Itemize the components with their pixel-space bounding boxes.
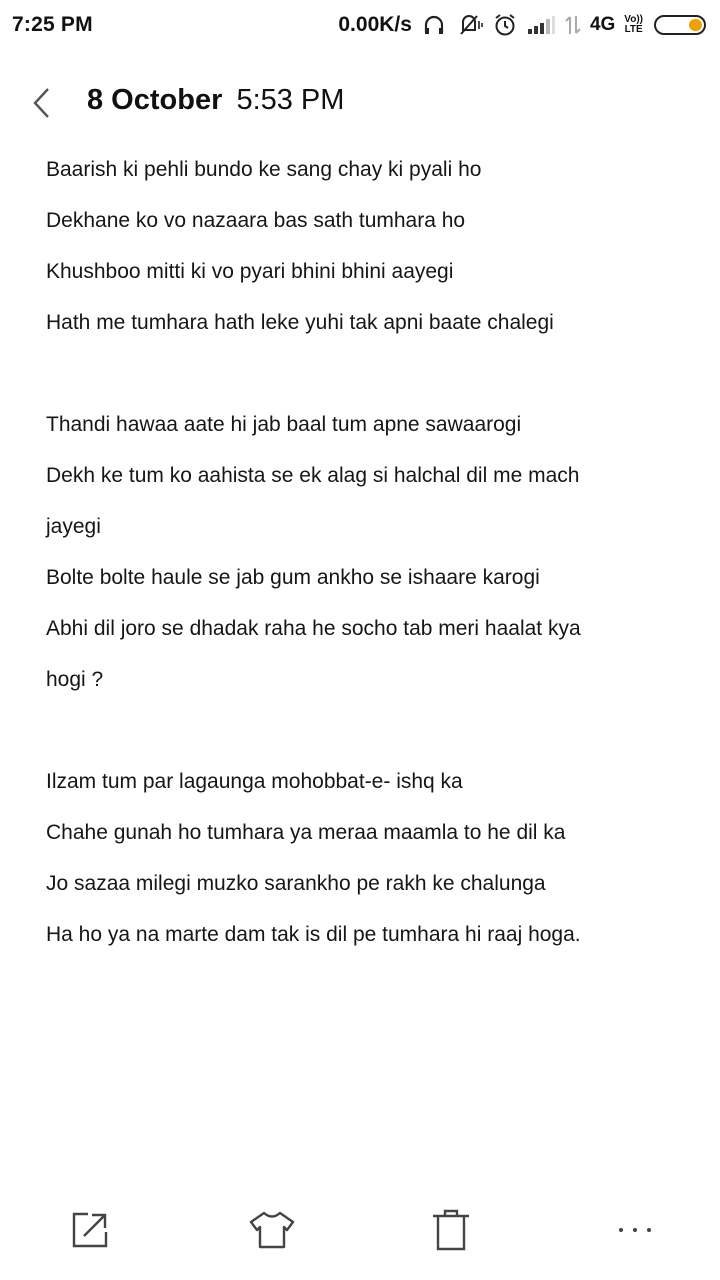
volte-indicator <box>624 15 643 35</box>
note-line: Hath me tumhara hath leke yuhi tak apni baate chalegi <box>46 311 554 334</box>
note-header <box>0 78 720 128</box>
note-line: Jo sazaa milegi muzko sarankho pe rakh ke chalunga <box>46 872 546 895</box>
delete-icon <box>431 1208 471 1252</box>
note-line: Dekhane ko vo nazaara bas sath tumhara ho <box>46 209 466 232</box>
status-icons <box>338 13 706 37</box>
headphones-icon <box>423 14 445 36</box>
note-content[interactable] <box>46 144 686 960</box>
volte-top: Vo)) <box>624 14 643 25</box>
theme-button[interactable] <box>247 1205 297 1255</box>
note-line: jayegi <box>46 515 101 538</box>
delete-button[interactable] <box>426 1205 476 1255</box>
volte-bottom: LTE <box>624 24 643 35</box>
note-line: hogi ? <box>46 668 104 691</box>
status-bar <box>0 0 720 50</box>
share-button[interactable] <box>65 1205 115 1255</box>
note-line: Bolte bolte haule se jab gum ankho se ishaare karogi <box>46 566 540 589</box>
back-button[interactable] <box>30 86 54 120</box>
note-line: Khushboo mitti ki vo pyari bhini bhini aayegi <box>46 260 454 283</box>
network-type: 4G <box>589 14 616 35</box>
more-button[interactable] <box>610 1205 660 1255</box>
note-line: Thandi hawaa aate hi jab baal tum apne sawaarogi <box>46 413 522 436</box>
note-line: Abhi dil joro se dhadak raha he socho tab meri haalat kya <box>46 617 581 640</box>
status-time: 7:25 PM <box>12 13 93 36</box>
signal-icon <box>526 15 556 35</box>
vibrate-off-icon <box>454 13 484 37</box>
share-icon <box>70 1210 110 1250</box>
bottom-toolbar <box>0 1195 720 1265</box>
stanza-gap <box>46 348 686 399</box>
note-timestamp <box>87 84 344 117</box>
battery-level <box>689 19 702 31</box>
note-line: Chahe gunah ho tumhara ya meraa maamla to he dil ka <box>46 821 566 844</box>
network-speed: 0.00K/s <box>338 13 412 36</box>
note-line: Dekh ke tum ko aahista se ek alag si halchal dil me mach <box>46 464 580 487</box>
more-icon <box>615 1224 655 1236</box>
battery-icon <box>654 15 706 35</box>
alarm-icon <box>493 13 517 37</box>
note-date: 8 October <box>87 84 223 116</box>
note-line: Baarish ki pehli bundo ke sang chay ki pyali ho <box>46 158 482 181</box>
chevron-left-icon <box>30 86 54 120</box>
note-line: Ilzam tum par lagaunga mohobbat-e- ishq ka <box>46 770 463 793</box>
stanza-gap <box>46 705 686 756</box>
note-line: Ha ho ya na marte dam tak is dil pe tumhara hi raaj hoga. <box>46 923 581 946</box>
theme-shirt-icon <box>247 1210 297 1250</box>
data-arrows-icon <box>565 14 581 36</box>
note-time: 5:53 PM <box>236 84 345 116</box>
